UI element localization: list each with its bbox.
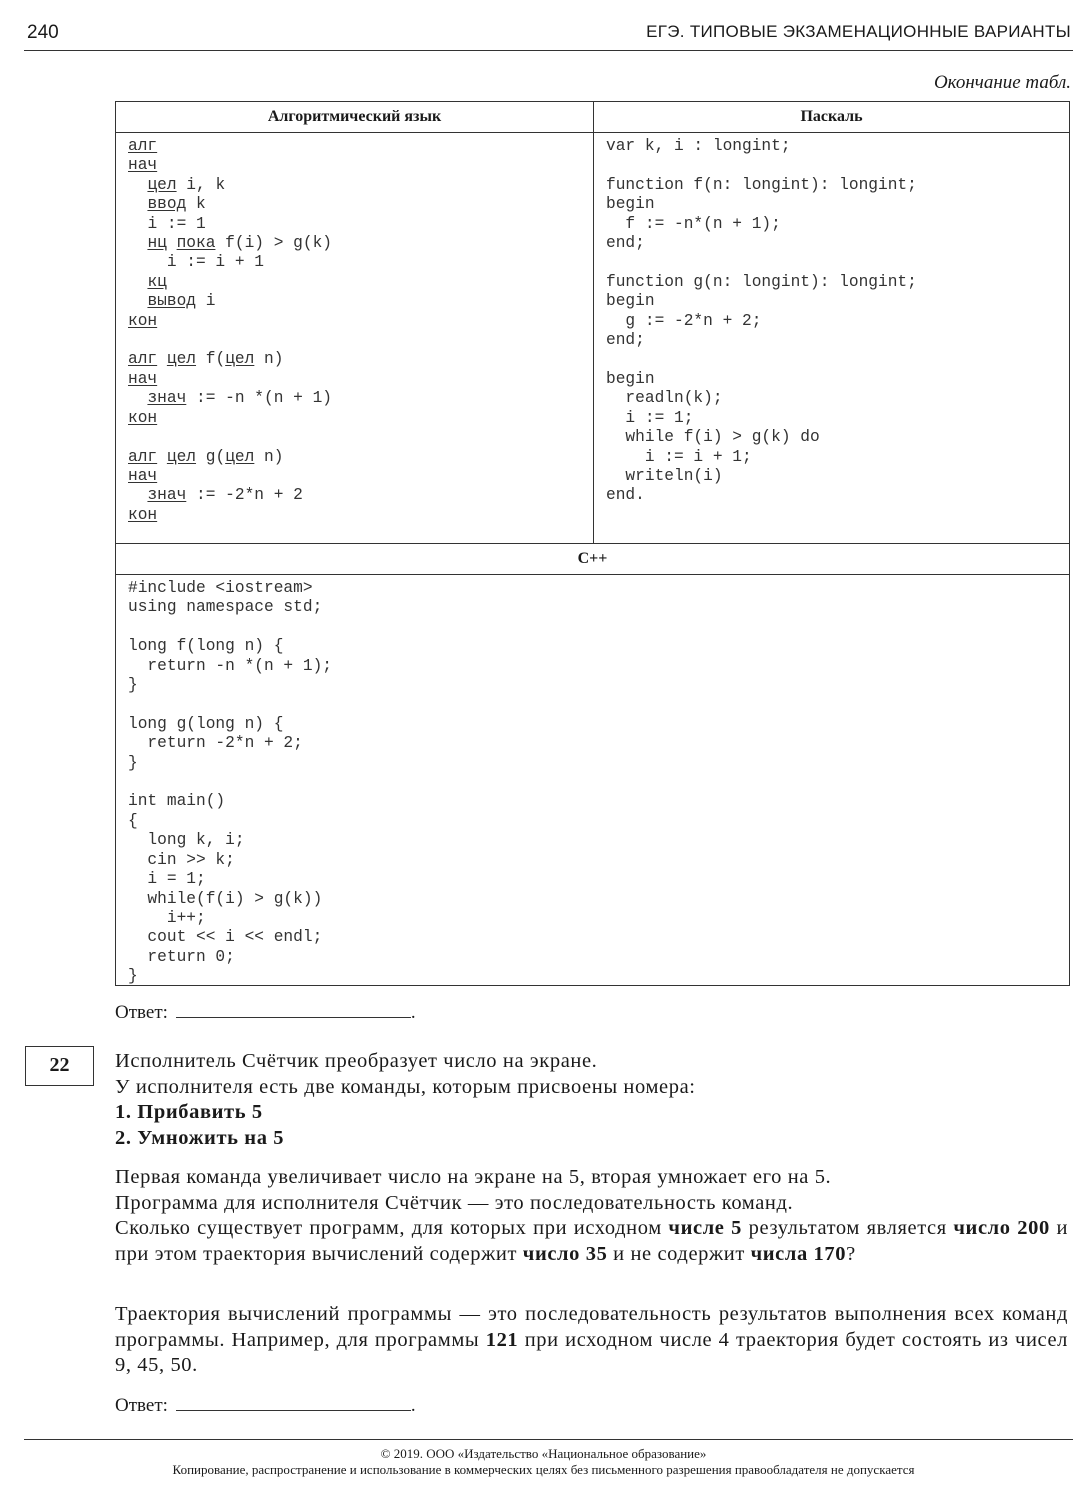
table-caption: Окончание табл. [933, 72, 1071, 93]
algo-code-cell [116, 133, 594, 544]
pascal-code-cell [594, 133, 1070, 544]
task-intro-2: У исполнителя есть две команды, которым присвоены номера: [115, 1075, 696, 1098]
column-header-pascal: Паскаль [594, 102, 1070, 133]
column-header-algo: Алгоритмический язык [116, 102, 594, 133]
task-statement [115, 1049, 1068, 1151]
task-description [115, 1165, 1068, 1267]
task-intro-1: Исполнитель Счётчик преобразует число на экране. [115, 1050, 598, 1072]
footer-rule [24, 1439, 1073, 1440]
task-number: 22 [25, 1046, 94, 1086]
answer-label: Ответ: [115, 1395, 168, 1416]
command-2: 2. Умножить на 5 [115, 1126, 285, 1149]
footer-notice: Копирование, распространение и использование в коммерческих целях без письменного разрешения правообладателя не допускается [172, 1462, 915, 1477]
pascal-code: var k, i : longint; function f(n: longint): longint; begin f := -n*(n + 1); end; function g(n: longint): longint; begin g := -2*n + 2; end; begin readln(k); i := 1; while f(i) > g(k) do i := i + 1; writeln(i) end. [606, 137, 917, 505]
answer-22: Ответ: . [115, 1392, 416, 1417]
trajectory-definition: Траектория вычислений программы — это последовательность результатов выполнения всех команд программы. Например, для программы 121 при исходном числе 4 траектория будет состоять из чисел 9, 45, 50. [115, 1303, 1068, 1376]
code-table [115, 101, 1070, 986]
running-header: ЕГЭ. ТИПОВЫЕ ЭКЗАМЕНАЦИОННЫЕ ВАРИАНТЫ [646, 22, 1071, 41]
column-header-cpp: C++ [116, 544, 1070, 575]
answer-field[interactable] [176, 999, 411, 1018]
answer-label: Ответ: [115, 1002, 168, 1023]
cpp-code: #include <iostream> using namespace std; long f(long n) { return -n *(n + 1); } long g(long n) { return -2*n + 2; } int main() { long k, i; cin >> k; i = 1; while(f(i) > g(k)) i++; cout << i << endl; return 0; } [128, 579, 332, 986]
answer-21: Ответ: . [115, 999, 416, 1024]
description-line-2: Программа для исполнителя Счётчик — это последовательность команд. [115, 1191, 794, 1214]
description-line-1: Первая команда увеличивает число на экране на 5, вторая умножает его на 5. [115, 1166, 832, 1188]
algo-code: алг нач цел i, k ввод k i := 1 нц пока f(i) > g(k) i := i + 1 кц вывод i кон алг цел f(цел n) нач знач := -n *(n + 1) кон алг цел g(цел n) нач знач := -2*n + 2 кон [128, 137, 333, 524]
answer-field[interactable] [176, 1392, 411, 1411]
command-1: 1. Прибавить 5 [115, 1101, 263, 1123]
task-question: Сколько существует программ, для которых при исходном числе 5 результатом является число 200 и при этом траектория вычислений содержит число 35 и не содержит числа 170? [115, 1217, 1069, 1265]
footer-copyright: © 2019. ООО «Издательство «Национальное образование» [380, 1446, 707, 1461]
page-number: 240 [27, 22, 59, 43]
header-rule [24, 50, 1073, 51]
cpp-code-cell [116, 575, 1070, 986]
